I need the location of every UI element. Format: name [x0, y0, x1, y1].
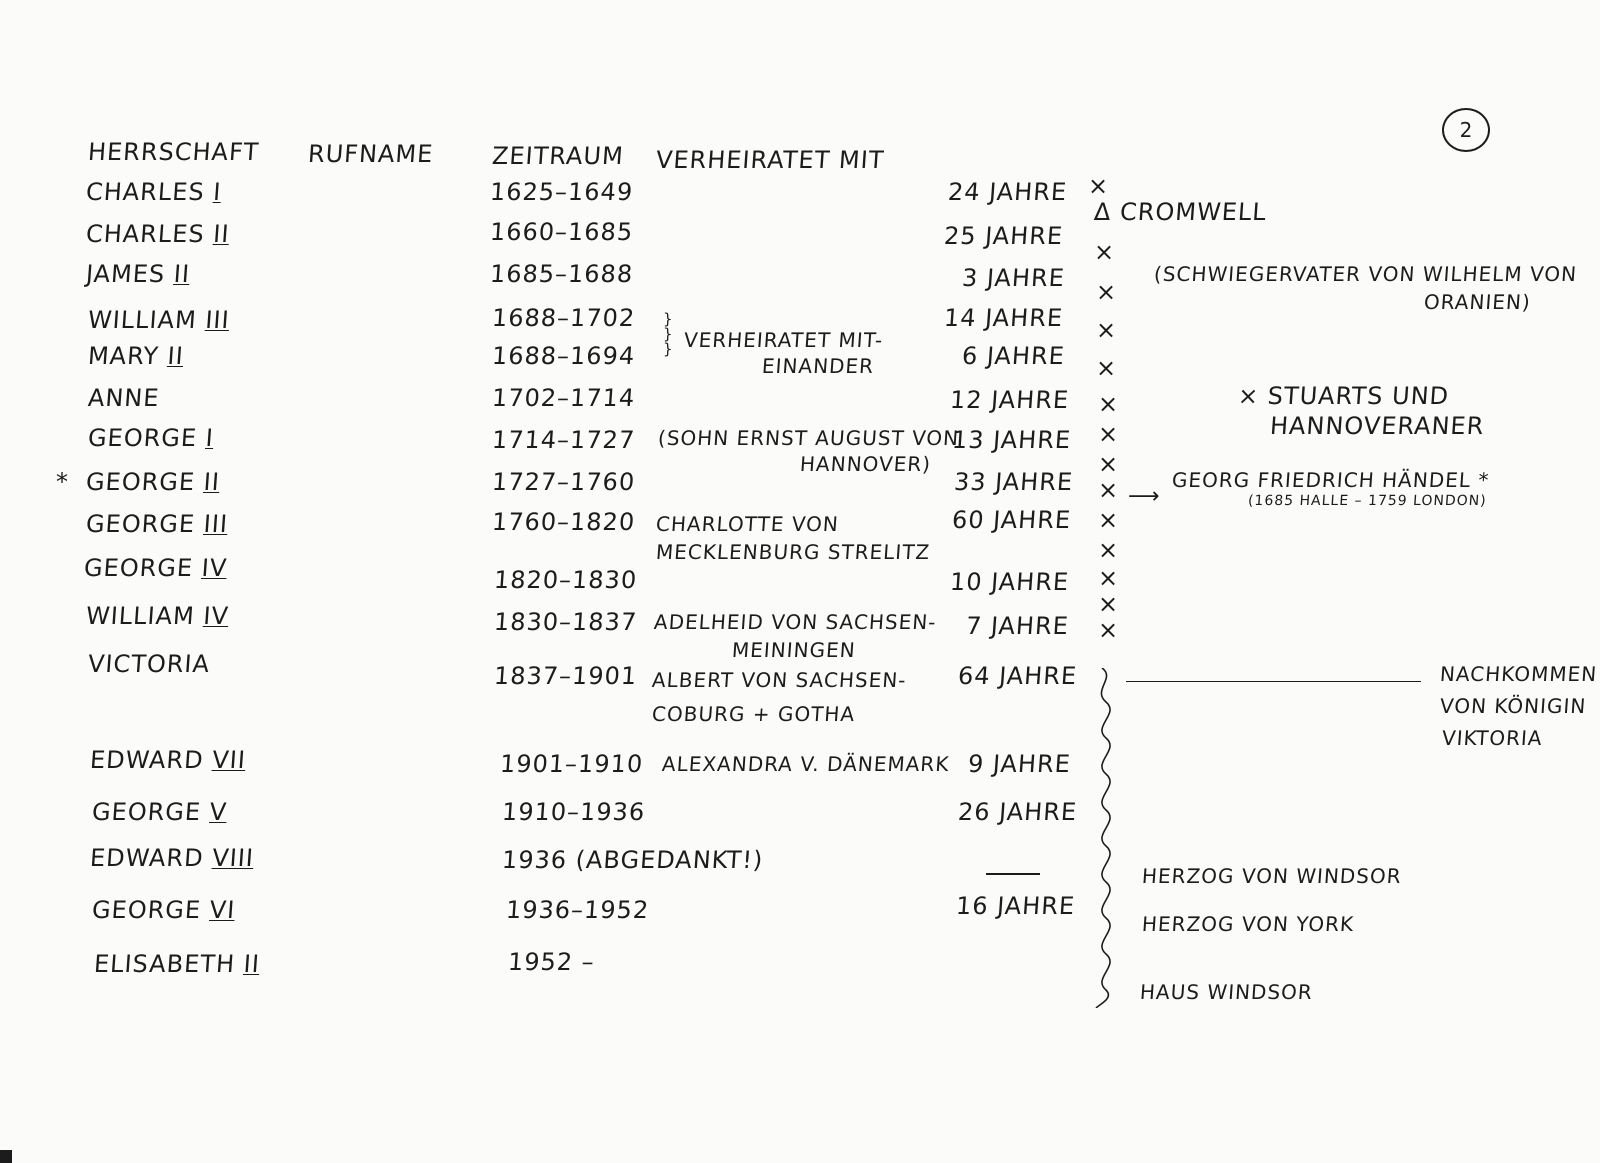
reign-period: 1685–1688: [489, 260, 635, 288]
brace-mark: } } }: [663, 310, 673, 358]
reign-period: 1901–1910: [499, 750, 645, 778]
header-zeitraum: ZEITRAUM: [491, 142, 625, 170]
reign-period: 1936 (ABGEDANKT!): [501, 846, 765, 874]
nachkommen-line3: VIKTORIA: [1441, 726, 1544, 750]
ruler-name: MARY II: [87, 342, 185, 370]
reign-years: 16 JAHRE: [955, 892, 1077, 920]
wavy-bracket: [1092, 668, 1126, 1008]
nachkommen-line2: VON KÖNIGIN: [1439, 694, 1588, 718]
spouse-line1: ALEXANDRA V. DÄNEMARK: [661, 752, 951, 776]
haendel-note: GEORG FRIEDRICH HÄNDEL *: [1171, 468, 1491, 492]
reign-years: 64 JAHRE: [957, 662, 1079, 690]
no-years-dash: [986, 873, 1040, 875]
haendel-subnote: (1685 HALLE – 1759 LONDON): [1247, 493, 1488, 509]
nachkommen-line1: NACHKOMMEN: [1439, 662, 1599, 686]
reign-period: 1910–1936: [501, 798, 647, 826]
cross-mark: ×: [1096, 316, 1117, 344]
ruler-name: GEORGE I: [87, 424, 215, 452]
married-note-line2: EINANDER: [761, 354, 875, 378]
reign-period: 1702–1714: [491, 384, 637, 412]
page-number-text: 2: [1459, 118, 1473, 142]
ruler-name: JAMES II: [85, 260, 191, 288]
reign-period: 1820–1830: [493, 566, 639, 594]
married-note-line1: VERHEIRATET MIT-: [683, 328, 885, 352]
stuarts-note-line1: × STUARTS UND: [1237, 382, 1451, 410]
reign-years: 24 JAHRE: [947, 178, 1069, 206]
reign-years: 6 JAHRE: [961, 342, 1066, 370]
cross-mark: ×: [1096, 278, 1117, 306]
reign-years: 26 JAHRE: [957, 798, 1079, 826]
spouse-line1: CHARLOTTE VON: [655, 512, 840, 536]
schwiegervater-note-line2: ORANIEN): [1423, 290, 1532, 314]
page-number: [1442, 108, 1490, 152]
ruler-name: GEORGE IV: [83, 554, 229, 582]
ruler-name: CHARLES I: [85, 178, 223, 206]
spouse-line1: (SOHN ERNST AUGUST VON: [657, 426, 960, 450]
spouse-line1: ADELHEID VON SACHSEN-: [653, 610, 938, 634]
cross-mark: ×: [1088, 172, 1109, 200]
reign-period: 1625–1649: [489, 178, 635, 206]
herzog-york-note: HERZOG VON YORK: [1141, 912, 1355, 936]
cross-mark: ×: [1098, 390, 1119, 418]
spouse-line2: COBURG + GOTHA: [651, 702, 856, 726]
stuarts-note-line2: HANNOVERANER: [1269, 412, 1486, 440]
header-rufname: RUFNAME: [307, 140, 435, 168]
reign-years: 12 JAHRE: [949, 386, 1071, 414]
reign-period: 1936–1952: [505, 896, 651, 924]
ruler-name: GEORGE III: [85, 510, 229, 538]
reign-period: 1660–1685: [489, 218, 635, 246]
reign-period: 1952 –: [507, 948, 596, 976]
ruler-name: EDWARD VIII: [89, 844, 255, 872]
reign-years: 60 JAHRE: [951, 506, 1073, 534]
reign-years: 7 JAHRE: [965, 612, 1070, 640]
reign-years: 14 JAHRE: [943, 304, 1065, 332]
ruler-name: EDWARD VII: [89, 746, 247, 774]
reign-period: 1688–1694: [491, 342, 637, 370]
reign-period: 1714–1727: [491, 426, 637, 454]
reign-period: 1688–1702: [491, 304, 637, 332]
cross-mark: ×: [1098, 564, 1119, 592]
cross-mark: ×: [1098, 536, 1119, 564]
star-mark: *: [56, 468, 68, 496]
cross-mark: ×: [1096, 354, 1117, 382]
ruler-name: GEORGE V: [91, 798, 229, 826]
spouse-line2: HANNOVER): [799, 452, 932, 476]
cross-mark: ×: [1098, 450, 1119, 478]
cross-mark: ×: [1098, 616, 1119, 644]
ruler-name: VICTORIA: [87, 650, 211, 678]
reign-years: 13 JAHRE: [951, 426, 1073, 454]
ruler-name: WILLIAM III: [87, 306, 231, 334]
cross-mark: ×: [1098, 476, 1119, 504]
header-verheiratet-mit: VERHEIRATET MIT: [655, 146, 886, 174]
ruler-name: GEORGE VI: [91, 896, 237, 924]
cross-mark: ×: [1094, 238, 1115, 266]
reign-years: 10 JAHRE: [949, 568, 1071, 596]
header-herrschaft: HERRSCHAFT: [87, 138, 261, 166]
ruler-name: CHARLES II: [85, 220, 231, 248]
scan-corner-mark: [0, 1150, 12, 1163]
cross-mark: ×: [1098, 506, 1119, 534]
schwiegervater-note-line1: (SCHWIEGERVATER VON WILHELM VON: [1153, 262, 1578, 286]
reign-period: 1830–1837: [493, 608, 639, 636]
reign-years: 9 JAHRE: [967, 750, 1072, 778]
cromwell-note: Δ CROMWELL: [1093, 198, 1268, 226]
cross-mark: ×: [1098, 420, 1119, 448]
reign-period: 1727–1760: [491, 468, 637, 496]
spouse-line2: MECKLENBURG STRELITZ: [655, 540, 932, 564]
ruler-name: ANNE: [87, 384, 161, 412]
arrow-right-icon: ⟶: [1128, 484, 1160, 509]
herzog-windsor-note: HERZOG VON WINDSOR: [1141, 864, 1403, 888]
spouse-line2: MEININGEN: [731, 638, 857, 662]
connector-line: [1126, 681, 1421, 682]
cross-mark: ×: [1098, 590, 1119, 618]
reign-years: 25 JAHRE: [943, 222, 1065, 250]
ruler-name: GEORGE II: [85, 468, 221, 496]
spouse-line1: ALBERT VON SACHSEN-: [651, 668, 908, 692]
ruler-name: WILLIAM IV: [85, 602, 230, 630]
ruler-name: ELISABETH II: [93, 950, 261, 978]
reign-years: 33 JAHRE: [953, 468, 1075, 496]
reign-period: 1837–1901: [493, 662, 639, 690]
haus-windsor-note: HAUS WINDSOR: [1139, 980, 1314, 1004]
reign-period: 1760–1820: [491, 508, 637, 536]
reign-years: 3 JAHRE: [961, 264, 1066, 292]
